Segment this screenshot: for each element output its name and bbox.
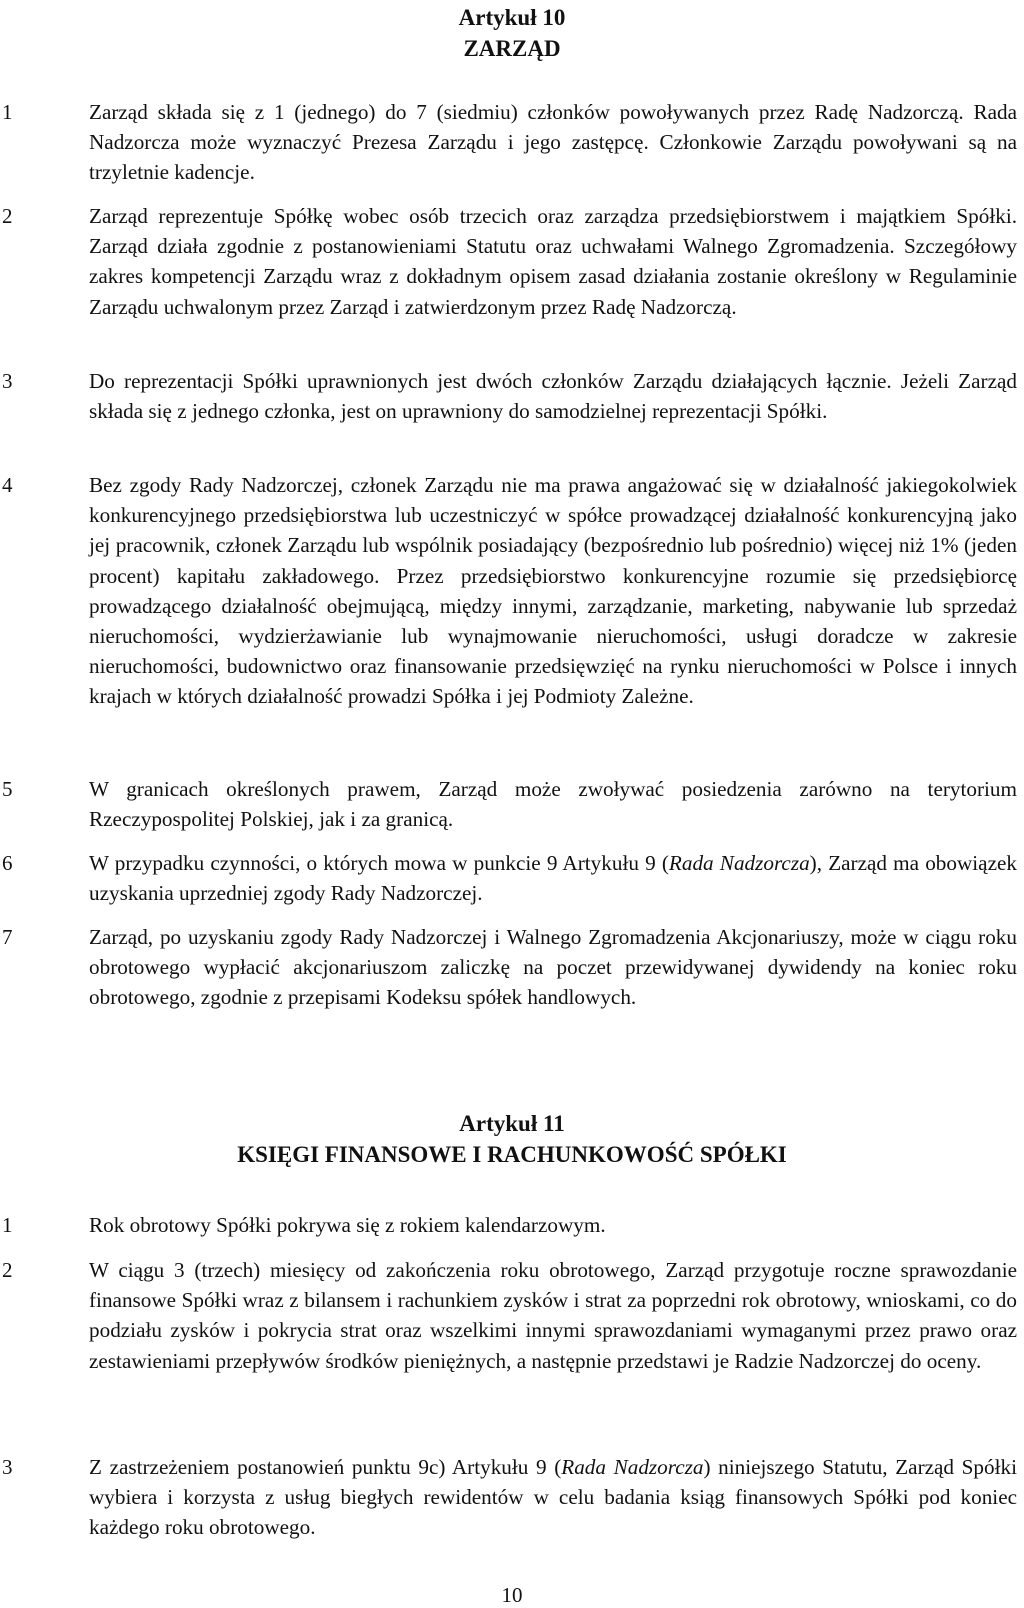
item-text: Rok obrotowy Spółki pokrywa się z rokiem kalendarzowym.	[89, 1213, 606, 1237]
item-number: 1	[2, 1213, 13, 1237]
text-after: ) niniejszego Statutu, Zarząd Spółki wybiera i korzysta z usług biegłych rewidentów w celu badania ksiąg finansowych Spółki pod koniec każdego roku obrotowego.	[89, 1455, 1017, 1540]
page-number: 10	[501, 1583, 523, 1607]
text-before: W przypadku czynności, o których mowa w punkcie 9 Artykułu 9 (	[89, 851, 669, 875]
text-italic: Rada Nadzorcza	[561, 1455, 704, 1479]
text-after: ), Zarząd ma obowiązek uzyskania uprzedniej zgody Rady Nadzorczej.	[89, 851, 1017, 906]
text-before: Z zastrzeżeniem postanowień punktu 9c) Artykułu 9 (	[89, 1455, 562, 1479]
item-number: 3	[2, 369, 13, 393]
item-number: 6	[2, 851, 13, 875]
item-number: 7	[2, 925, 13, 949]
item-number: 1	[2, 100, 13, 124]
item-text: Bez zgody Rady Nadzorczej, członek Zarządu nie ma prawa angażować się w działalność jakiegokolwiek konkurencyjnego przedsiębiorstwa lub uczestniczyć w spółce prowadzącej działalność konkurencyjną jako jej pracownik, członek Zarządu lub wspólnik posiadający (bezpośrednio lub pośrednio) więcej niż 1% (jeden procent) kapitału zakładowego. Przez przedsiębiorstwo konkurencyjne rozumie się przedsiębiorcę prowadzącego działalność obejmującą, między innymi, zarządzanie, marketing, nabywanie lub sprzedaż nieruchomości, wydzierżawianie lub wynajmowanie nieruchomości, usługi doradcze w zakresie nieruchomości, budownictwo oraz finansowanie przedsięwzięć na rynku nieruchomości w Polsce i innych krajach w których działalność prowadzi Spółka i jej Podmioty Zależne.	[89, 473, 1017, 709]
item-text: W ciągu 3 (trzech) miesięcy od zakończenia roku obrotowego, Zarząd przygotuje roczne sprawozdanie finansowe Spółki wraz z bilansem i rachunkiem zysków i strat za poprzedni rok obrotowy, wnioskami, co do podziału zysków i pokrycia strat oraz wszelkimi innymi sprawozdaniami wymaganymi przez prawo oraz zestawieniami przepływów środków pieniężnych, a następnie przedstawi je Radzie Nadzorczej do oceny.	[89, 1258, 1017, 1373]
item-text: Zarząd reprezentuje Spółkę wobec osób trzecich oraz zarządza przedsiębiorstwem i majątkiem Spółki. Zarząd działa zgodnie z postanowieniami Statutu oraz uchwałami Walnego Zgromadzenia. Szczegółowy zakres kompetencji Zarządu wraz z dokładnym opisem zasad działania zostanie określony w Regulaminie Zarządu uchwalonym przez Zarząd i zatwierdzonym przez Radę Nadzorczą.	[89, 204, 1017, 319]
item-number: 2	[2, 1258, 13, 1282]
item-text	[89, 1452, 1017, 1543]
article-10-subtitle: ZARZĄD	[463, 36, 561, 61]
item-number: 3	[2, 1455, 13, 1479]
article-11-title: Artykuł 11	[459, 1111, 565, 1136]
item-text: Zarząd, po uzyskaniu zgody Rady Nadzorczej i Walnego Zgromadzenia Akcjonariuszy, może w ciągu roku obrotowego wypłacić akcjonariuszom zaliczkę na poczet przewidywanej dywidendy na koniec roku obrotowego, zgodnie z przepisami Kodeksu spółek handlowych.	[89, 925, 1017, 1010]
article-10-heading	[0, 2, 1024, 64]
item-text: Zarząd składa się z 1 (jednego) do 7 (siedmiu) członków powoływanych przez Radę Nadzorczą. Rada Nadzorcza może wyznaczyć Prezesa Zarządu i jego zastępcę. Członkowie Zarządu powoływani są na trzyletnie kadencje.	[89, 100, 1017, 185]
article-11-subtitle: KSIĘGI FINANSOWE I RACHUNKOWOŚĆ SPÓŁKI	[237, 1142, 787, 1167]
item-text: W granicach określonych prawem, Zarząd może zwoływać posiedzenia zarówno na terytorium Rzeczypospolitej Polskiej, jak i za granicą.	[89, 777, 1017, 832]
text-italic: Rada Nadzorcza	[668, 851, 810, 875]
item-text: Do reprezentacji Spółki uprawnionych jest dwóch członków Zarządu działających łącznie. Jeżeli Zarząd składa się z jednego członka, jest on uprawniony do samodzielnej reprezentacji Spółki.	[89, 369, 1017, 424]
article-11-heading	[0, 1108, 1024, 1170]
item-text	[89, 848, 1017, 908]
item-number: 4	[2, 473, 13, 497]
item-number: 2	[2, 204, 13, 228]
article-10-title: Artykuł 10	[458, 5, 566, 30]
item-number: 5	[2, 777, 13, 801]
